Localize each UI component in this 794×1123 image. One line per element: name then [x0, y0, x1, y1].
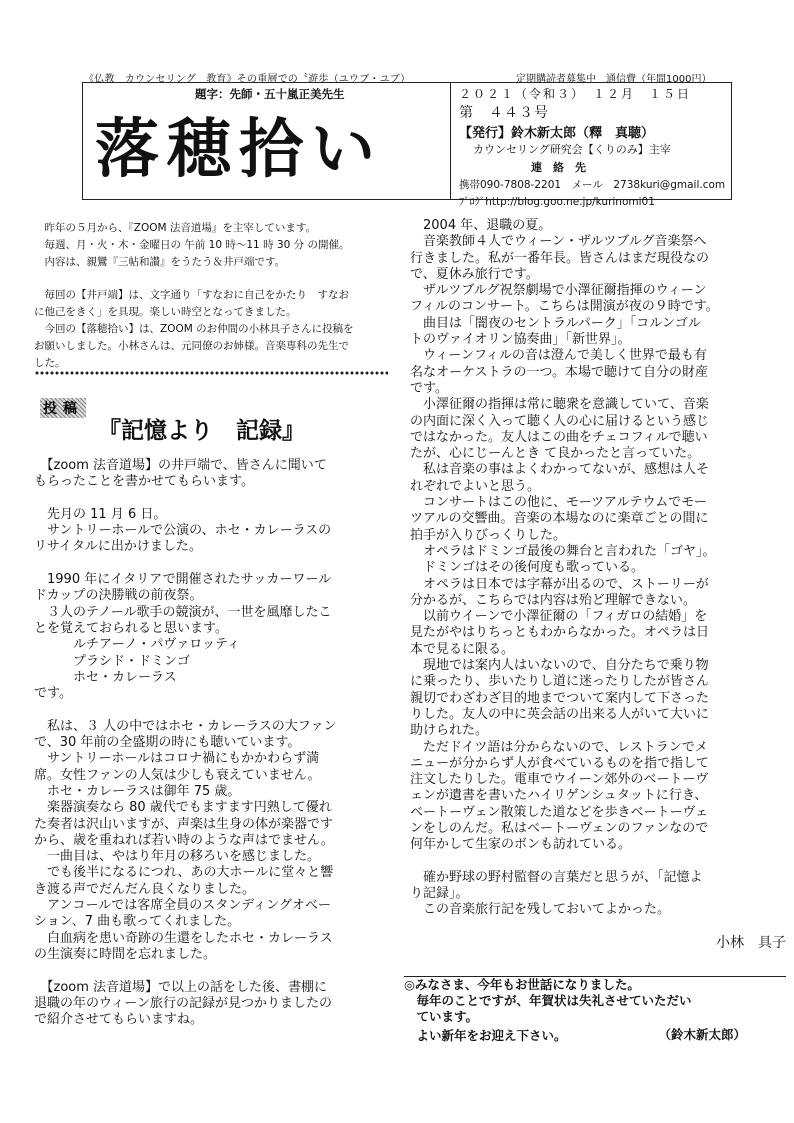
text-line: 【zoom 法音道場】の井戸端で、皆さんに聞いて: [34, 458, 327, 473]
text-line: サントリーホールで公演の、ホセ・カレーラスの: [34, 523, 332, 539]
text-line: 名なオーケストラの一つ。本場で聴けて自分の財産: [410, 364, 708, 380]
text-line: 毎回の【井戸端】は、文字通り「すなおに自己をかたり すなお: [34, 289, 349, 301]
left-column: [34, 220, 394, 372]
text-line: に他己をきく」を具現。楽しい時空となってきました。: [34, 306, 297, 318]
greeting-line: 毎年のことですが、年賀状は失礼させていただい: [404, 993, 692, 1008]
text-line: 親切でわざわざ目的地までついて案内して下さった: [410, 690, 710, 706]
text-line: ３人のテノール歌手の競演が、一世を風靡したこ: [34, 604, 332, 620]
text-line: 内容は、親鸞『三帖和讃』をうたう＆井戸端です。: [34, 256, 286, 268]
text-line: 楽器演奏なら 80 歳代でもますます円熟して優れ: [34, 800, 332, 816]
text-line: ドカップの決勝戦の前夜祭。: [34, 588, 203, 604]
text-line: 本で見るに限る。: [410, 641, 515, 657]
text-line: ベートーヴェン散策した道などを歩きベートーヴェ: [410, 804, 708, 820]
contact-blog: ﾌﾞﾛｸﾞhttp://blog.goo.ne.jp/kurinomi01: [459, 196, 655, 208]
text-line: 先月の 11 月 6 日。: [34, 506, 167, 522]
issue-date: ２０２１（令和３） １２月 １５日: [459, 87, 692, 101]
text-line: き渡る声でだんだん良くなりました。: [34, 881, 256, 897]
text-line: アンコールでは客席全員のスタンディングオベー: [34, 898, 331, 914]
issue-number: 第 ４４３号: [459, 105, 549, 121]
text-line: ウィーンフィルの音は澄んで美しく世界で最も有: [410, 348, 707, 364]
publisher: 【発行】鈴木新太郎（釋 真聴）: [459, 126, 655, 141]
text-line: ンをしのんだ。私はベートーヴェンのファンなので: [410, 820, 709, 836]
text-line: 現地では案内人はいないので、自分たちで乗り物: [410, 658, 709, 674]
text-line: で紹介させてもらいますね。: [34, 1012, 204, 1028]
greeting-line: ◎みなさま、今年もお世話になりました。: [404, 977, 640, 992]
text-line: 退職の年のウィーン旅行の記録が見つかりましたの: [34, 995, 332, 1011]
text-line: た奏者は沢山いますが、声楽は生身の体が楽器です: [34, 816, 334, 832]
text-line: の内面に深く入って聴く人の心に届けるという感じ: [410, 413, 710, 429]
text-line: ニューが分からず人が食べているものを指で指して: [410, 755, 710, 771]
text-line: ェンが遺書を書いたハイリゲンシュタットに行き、: [410, 788, 708, 804]
text-line: 白血病を患い奇跡の生還をしたホセ・カレーラス: [34, 930, 333, 946]
text-line: 以前ウイーンで小澤征爾の「フィガロの結婚」を: [410, 609, 708, 625]
text-line: 何年かして生家のボンも訪れている。: [410, 837, 632, 853]
masthead-info: [459, 83, 725, 209]
text-line: 【zoom 法音道場】で以上の話をした後、書棚に: [34, 979, 328, 995]
paragraph-gap: [34, 491, 394, 507]
text-line: の生演奏に時間を忘れました。: [34, 946, 217, 962]
greeting-signature: （鈴木新太郎）: [658, 1027, 746, 1042]
contact-label: 連 絡 先: [531, 161, 586, 174]
newsletter-title: 落穂拾い: [95, 112, 383, 187]
text-line: とを覚えておられると思います。: [34, 620, 228, 636]
greeting-line: よい新年をお迎え下さい。: [404, 1028, 567, 1043]
text-line: した。: [34, 357, 66, 369]
masthead-divider: [450, 83, 451, 199]
contribution-badge: 投稿: [40, 398, 86, 418]
text-line: たが、心にじーんとき て良かったと言っていた。: [410, 446, 701, 462]
text-line: り記録」。: [410, 886, 469, 902]
text-line: 2004 年、退職の夏。: [410, 218, 552, 233]
contact-tel-email: 携帯090-7808-2201 メール 2738kuri@gmail.com: [459, 179, 726, 191]
paragraph-gap: [34, 556, 394, 572]
text-line: ホセ・カレーラスは御年 75 歳。: [34, 783, 241, 799]
text-line: リサイタルに出かけました。: [34, 539, 202, 555]
paragraph-gap: [34, 271, 394, 287]
text-line: で、夏休み旅行です。: [410, 266, 539, 282]
text-line: 注文したりした。電車でウイーン郊外のベートーヴ: [410, 772, 709, 788]
title-calligraphy-credit: 題字：先師・五十嵐正美先生: [195, 87, 345, 101]
text-line: ではなかった。友人はこの曲をチェコフィルで聴い: [410, 429, 708, 445]
article-left-body: [34, 458, 394, 1028]
text-line: フィルのコンサート。こちらは開演が夜の９時です。: [410, 299, 719, 315]
text-line: 拍手が入りびっくりした。: [410, 527, 567, 543]
text-line: 1990 年にイタリアで開催されたサッカーワール: [34, 572, 332, 588]
text-line: ツアルの交響曲。音楽の本場なのに楽章ごとの間に: [410, 511, 709, 527]
text-line: りした。友人の中に英会話の出来る人がいて大いに: [410, 706, 710, 722]
text-line: ホセ・カレーラス: [34, 669, 177, 685]
paragraph-gap: [410, 854, 786, 870]
text-line: オペラはドミンゴ最後の舞台と言われた「ゴヤ」。: [410, 543, 716, 559]
text-line: トのヴァイオリン協奏曲」「新世界」。: [410, 332, 631, 348]
text-line: 曲目は「闇夜のセントラルパーク」「コルンゴル: [410, 315, 701, 331]
text-line: ルチアーノ・パヴァロッティ: [34, 637, 240, 653]
text-line: プラシド・ドミンゴ: [34, 653, 191, 669]
text-line: 席。女性ファンの人気は少しも衰えていません。: [34, 767, 321, 783]
text-line: お願いしました。小林さんは、元同僚のお姉様。音楽専科の先生で: [34, 340, 349, 352]
text-line: ドミンゴはその後何度も歌っている。: [410, 560, 645, 576]
text-line: 昨年の５月から、『ZOOM 法音道場』を主宰しています。: [34, 222, 317, 234]
text-line: 私は音楽の事はよくわかってないが、感想は人そ: [410, 462, 710, 478]
text-line: 分かるが、こちらでは内容は殆ど理解できない。: [410, 592, 696, 608]
text-line: 音楽教師４人でウィーン・ザルツブルグ音楽祭へ: [410, 234, 707, 250]
text-line: 毎週、月・火・木・金曜日の 午前 10 時～11 時 30 分 の開催。: [34, 239, 350, 251]
paragraph-gap: [34, 702, 394, 718]
subscription-notice: 定期購読者募集中 通信費（年間1000円）: [516, 74, 712, 85]
organization: カウンセリング研究会【くりのみ】主宰: [473, 143, 671, 156]
text-line: ション、7 曲も歌ってくれました。: [34, 914, 241, 930]
text-line: です。: [34, 686, 72, 702]
masthead: [82, 82, 732, 208]
article-right-body: [410, 218, 786, 919]
text-line: 私は、３ 人の中ではホセ・カレーラスの大ファン: [34, 718, 337, 734]
text-line: れぞれでよいと思う。: [410, 478, 541, 494]
text-line: もらったことを書かせてもらいます。: [34, 474, 254, 490]
text-line: です。: [410, 380, 448, 396]
text-line: ただドイツ語は分からないので、レストランでメ: [410, 739, 708, 755]
text-line: オペラは日本では字幕が出るので、ストーリーが: [410, 576, 709, 592]
text-line: 一曲目は、やはり年月の移ろいを感じました。: [34, 849, 321, 865]
wavy-divider: [34, 370, 388, 376]
text-line: 今回の【落穂拾い】は、ZOOM のお仲間の小林具子さんに投稿を: [34, 323, 354, 335]
text-line: で、30 年前の全盛期の時にも聴いています。: [34, 735, 301, 751]
article-title: 『記憶より 記録』: [98, 418, 305, 444]
greeting-line: ています。: [404, 1009, 479, 1024]
text-line: サントリーホールはコロナ禍にもかかわらず満: [34, 751, 320, 767]
greeting-box: [404, 976, 786, 1048]
article-author: 小林 具子: [716, 935, 786, 951]
paragraph-gap: [34, 963, 394, 979]
text-line: から、歳を重ねれば若い時のような声はでません。: [34, 832, 334, 848]
text-line: コンサートはこの他に、モーツアルテウムでモー: [410, 495, 707, 511]
text-line: 助けられた。: [410, 723, 489, 739]
text-line: ザルツブルグ祝祭劇場で小澤征爾指揮のウィーン: [410, 283, 707, 299]
text-line: 見たがやはりちっともわからなかった。オペラは日: [410, 625, 710, 641]
text-line: に乗ったり、歩いたりし道に迷ったりしたが皆さん: [410, 674, 710, 690]
text-line: でも後半になるにつれ、あの大ホールに堂々と響: [34, 865, 334, 881]
text-line: 小澤征爾の指揮は常に聴衆を意識していて、音楽: [410, 397, 709, 413]
text-line: 行きました。私が一番年長。皆さんはまだ現役なの: [410, 250, 710, 266]
header-tagline: 《仏教 カウンセリング 教育》その重層での〝遊歩（ユウブ・ユブ）: [84, 74, 411, 85]
text-line: この音楽旅行記を残しておいてよかった。: [410, 902, 671, 918]
text-line: 確か野球の野村監督の言葉だと思うが、「記憶よ: [410, 869, 703, 885]
intro-section: [34, 220, 394, 372]
